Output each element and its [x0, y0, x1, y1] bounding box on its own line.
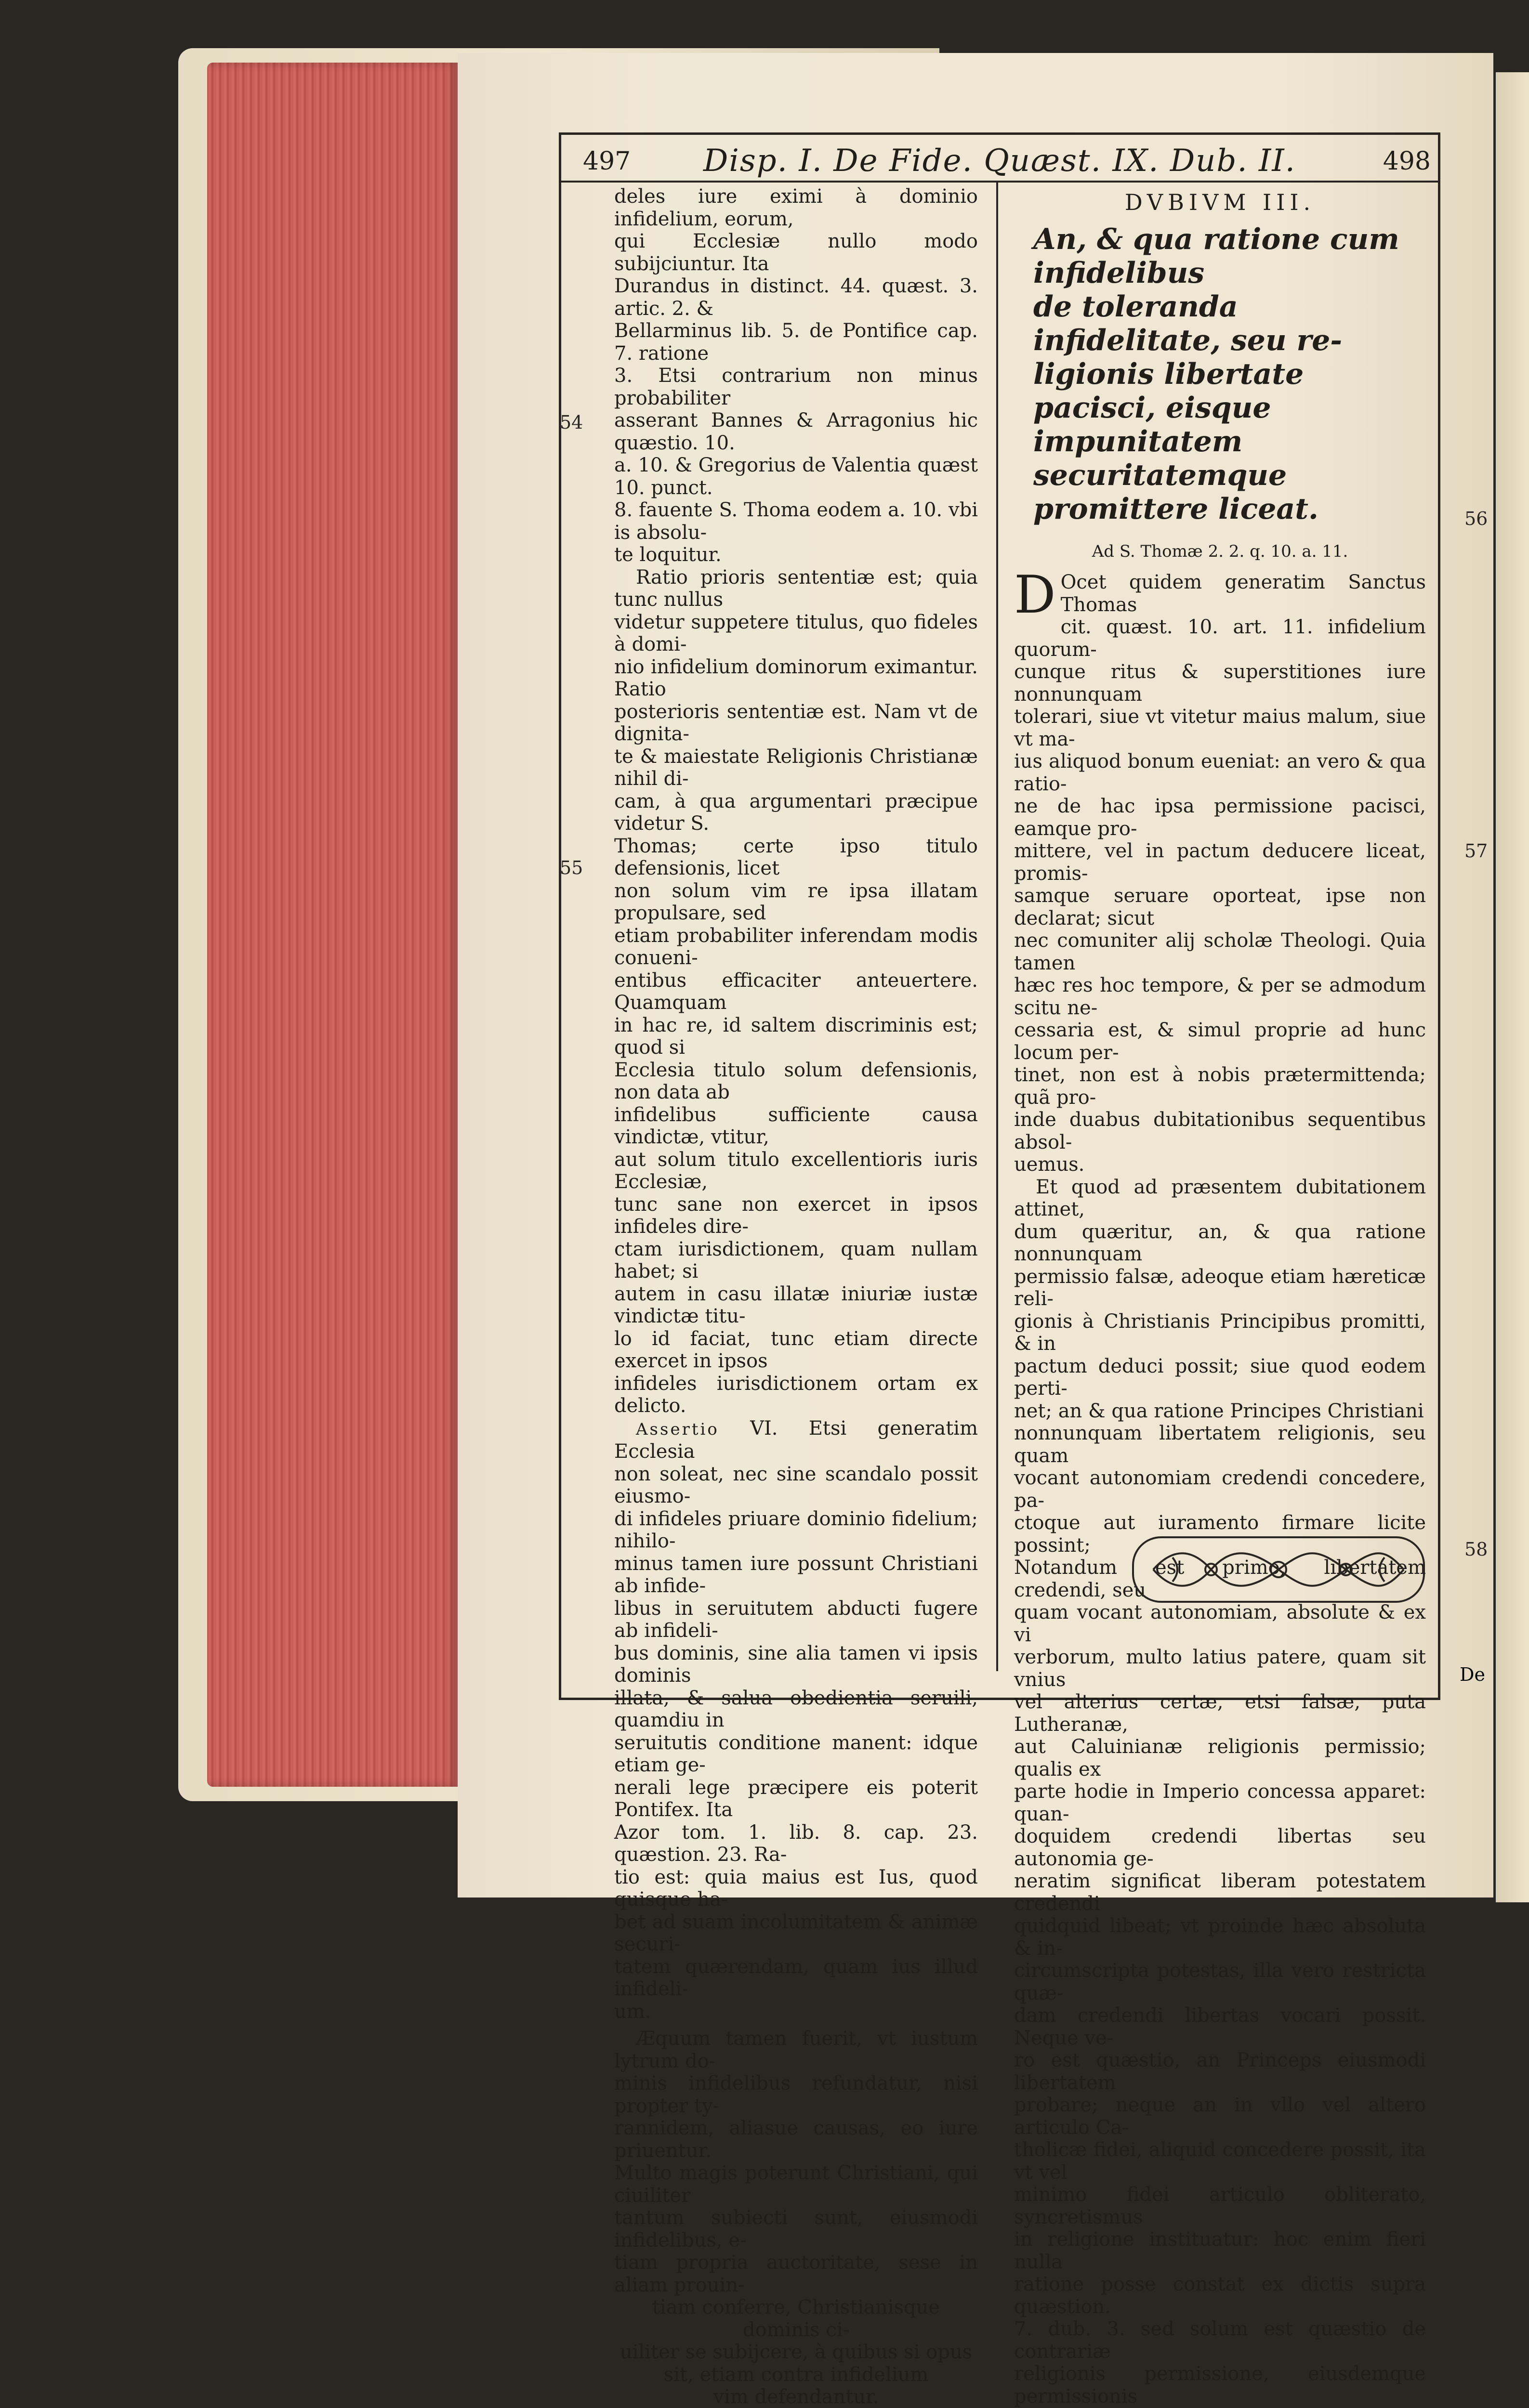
- text-line: dum quæritur, an, & qua ratione nonnunquam: [1014, 1221, 1426, 1266]
- assertio-text: VI. Etsi generatim Ecclesia: [614, 1417, 978, 1463]
- text-line: inde duabus dubitationibus sequentibus absol-: [1014, 1109, 1426, 1153]
- text-line: neratim significat liberam potestatem credendi: [1014, 1870, 1426, 1915]
- text-line: ratione posse constat ex dictis supra quæstion.: [1014, 2273, 1426, 2318]
- text-line: deles iure eximi à dominio infidelium, eorum,: [614, 185, 978, 230]
- text-line: permissio falsæ, adeoque etiam hæreticæ reli-: [1014, 1266, 1426, 1310]
- page-number-right: 498: [1383, 147, 1431, 176]
- text-line: minus tamen iure possunt Christiani ab infide-: [614, 1553, 978, 1597]
- page-fore-edge-red: [207, 63, 458, 1787]
- text-line: infidelibus sufficiente causa vindictæ, vtitur,: [614, 1104, 978, 1149]
- text-line: probare; neque an in vllo vel altero articulo Ca-: [1014, 2094, 1426, 2139]
- right-column: [1014, 185, 1426, 2408]
- assertio-label: Assertio: [636, 1420, 719, 1439]
- text-line: quidquid libeat; vt proinde hæc absoluta & in-: [1014, 1915, 1426, 1960]
- text-line: in hac re, id saltem discriminis est; quod si: [614, 1014, 978, 1059]
- text-line: pactum deduci possit; siue quod eodem perti-: [1014, 1355, 1426, 1400]
- text-line: tunc sane non exercet in ipsos infideles dire-: [614, 1193, 978, 1238]
- text-line: illata, & salua obedientia seruili, quamdiu in: [614, 1687, 978, 1732]
- text-line: vocant autonomiam credendi concedere, pa-: [1014, 1467, 1426, 1512]
- text-line: tantum subiecti sunt, eiusmodi infidelibus, e-: [614, 2207, 978, 2251]
- text-line: qui Ecclesiæ nullo modo subijciuntur. Ita: [614, 230, 978, 275]
- text-line: a. 10. & Gregorius de Valentia quæst 10. punct.: [614, 454, 978, 499]
- text-line: mittere, vel in pactum deducere liceat, promis-: [1014, 840, 1426, 885]
- text-line: Bellarminus lib. 5. de Pontifice cap. 7. ratione: [614, 320, 978, 365]
- text-line: ne de hac ipsa permissione pacisci, eamque pro-: [1014, 795, 1426, 840]
- text-line: videtur suppetere titulus, quo fideles à domi-: [614, 611, 978, 656]
- left-column: [614, 185, 978, 2408]
- running-head: Disp. I. De Fide. Quæst. IX. Dub. II.: [559, 143, 1440, 179]
- text-line: vim defendantur.: [614, 2386, 978, 2408]
- text-line: Azor tom. 1. lib. 8. cap. 23. quæstion. 23. Ra-: [614, 1821, 978, 1866]
- margin-number: 55: [560, 857, 583, 878]
- text-line: 3. Etsi contrarium non minus probabiliter: [614, 365, 978, 409]
- text-line: ro est quæstio, an Princeps eiusmodi libertatem: [1014, 2049, 1426, 2094]
- text-line: rannidem, aliasue causas, eo iure priuentur.: [614, 2117, 978, 2162]
- dubium-question: [1014, 222, 1426, 526]
- text-line: te loquitur.: [614, 544, 978, 566]
- text-line: tolerari, siue vt vitetur maius malum, siue vt ma-: [1014, 706, 1426, 750]
- left-para-4: [614, 2028, 978, 2408]
- text-line: gionis à Christianis Principibus promitti, & in: [1014, 1310, 1426, 1355]
- left-para-2: [614, 566, 978, 1417]
- text-line: aut Caluinianæ religionis permissio; qualis ex: [1014, 1736, 1426, 1780]
- text-line: nonnunquam libertatem religionis, seu quam: [1014, 1422, 1426, 1467]
- text-frame: [559, 132, 1440, 1700]
- text-line: non solum vim re ipsa illatam propulsare, sed: [614, 880, 978, 925]
- question-line: promittere liceat.: [1033, 492, 1426, 526]
- text-line: tholicæ fidei, aliquid concedere possit, ita vt vel: [1014, 2139, 1426, 2184]
- text-line: posterioris sententiæ est. Nam vt de dignita-: [614, 701, 978, 746]
- text-line: Æquum tamen fuerit, vt iustum lytrum do-: [614, 2028, 978, 2072]
- text-line: verborum, multo latius patere, quam sit vnius: [1014, 1646, 1426, 1691]
- text-line: nerali lege præcipere eis poterit Pontifex. Ita: [614, 1777, 978, 1821]
- frame-top-rule: [559, 132, 1440, 135]
- margin-number: 57: [1464, 840, 1488, 862]
- text-line: etiam probabiliter inferendam modis conueni-: [614, 925, 978, 969]
- text-line: ius aliquod bonum eueniat: an vero & qua ratio-: [1014, 750, 1426, 795]
- text-line: minis infidelibus refundatur, nisi propter ty-: [614, 2072, 978, 2117]
- text-line: Multo magis poterunt Christiani, qui ciuiliter: [614, 2162, 978, 2207]
- text-line: asserant Bannes & Arragonius hic quæstio. 10.: [614, 409, 978, 454]
- question-line: An, & qua ratione cum infidelibus: [1033, 222, 1426, 290]
- text-line: cam, à qua argumentari præcipue videtur S.: [614, 790, 978, 835]
- text-line: nio infidelium dominorum eximantur. Ratio: [614, 656, 978, 701]
- text-line: Ratio prioris sententiæ est; quia tunc nullus: [614, 566, 978, 611]
- text-line: tio est: quia maius est Ius, quod quisque ha-: [614, 1866, 978, 1911]
- left-para-3: [614, 1417, 978, 2023]
- text-line: minimo fidei articulo obliterato, syncretismus: [1014, 2184, 1426, 2228]
- text-line: infideles iurisdictionem ortam ex delicto.: [614, 1373, 978, 1417]
- text-line: ctam iurisdictionem, quam nullam habet; si: [614, 1238, 978, 1283]
- text-line: tiam propria auctoritate, sese in aliam prouin-: [614, 2251, 978, 2296]
- header-rule: [559, 181, 1440, 183]
- page-number-left: 497: [583, 147, 631, 176]
- thomas-reference: Ad S. Thomæ 2. 2. q. 10. a. 11.: [1014, 540, 1426, 563]
- book-page: [458, 53, 1493, 1898]
- text-line: non soleat, nec sine scandalo possit eiusmo-: [614, 1463, 978, 1508]
- text-line: cunque ritus & superstitiones iure nonnunquam: [1014, 661, 1426, 706]
- text-line: entibus efficaciter anteuertere. Quamquam: [614, 969, 978, 1014]
- text-line: sit, etiam contra infidelium: [614, 2364, 978, 2386]
- text-line: 7. dub. 3. sed solum est quæstio de contrariæ: [1014, 2318, 1426, 2363]
- text-line: tiam conferre, Christianisque dominis ci-: [614, 2296, 978, 2341]
- margin-number: 54: [560, 412, 583, 433]
- text-line: quam vocant autonomiam, absolute & ex vi: [1014, 1601, 1426, 1646]
- left-para-1: [614, 185, 978, 566]
- text-line: parte hodie in Imperio concessa apparet: quan-: [1014, 1780, 1426, 1825]
- question-line: ligionis libertate pacisci, eisque: [1033, 357, 1426, 425]
- text-line: Et quod ad præsentem dubitationem attinet,: [1014, 1176, 1426, 1221]
- text-line: Notandum est primo, libertatem credendi, seu: [1014, 1557, 1426, 1601]
- text-line: aut solum titulo excellentioris iuris Ecclesiæ,: [614, 1149, 978, 1193]
- right-para-1: [1014, 571, 1426, 1176]
- text-line: doquidem credendi libertas seu autonomia ge-: [1014, 1825, 1426, 1870]
- drop-capital: D: [1014, 574, 1056, 616]
- text-line: um.: [614, 2001, 978, 2023]
- text-line: Thomas; certe ipso titulo defensionis, licet: [614, 835, 978, 880]
- text-line: Durandus in distinct. 44. quæst. 3. artic. 2. &: [614, 275, 978, 320]
- text-line: vel alterius certæ, etsi falsæ, puta Lutheranæ,: [1014, 1691, 1426, 1736]
- text-line: nec comuniter alij scholæ Theologi. Quia tamen: [1014, 929, 1426, 974]
- text-line: 8. fauente S. Thoma eodem a. 10. vbi is absolu-: [614, 499, 978, 544]
- margin-number: 58: [1464, 1539, 1488, 1560]
- text-line: lo id faciat, tunc etiam directe exercet in ipsos: [614, 1328, 978, 1373]
- right-para-2: [1014, 1176, 1426, 2408]
- text-line: te & maiestate Religionis Christianæ nihil di-: [614, 746, 978, 790]
- text-line: seruitutis conditione manent: idque etiam ge-: [614, 1732, 978, 1777]
- text-line: dam credendi libertas vocari possit. Neque ve-: [1014, 2004, 1426, 2049]
- text-line: uiliter se subijcere, à quibus si opus: [614, 2341, 978, 2364]
- margin-number: 56: [1464, 508, 1488, 529]
- text-line: in religione instituatur: hoc enim fieri nulla: [1014, 2228, 1426, 2273]
- text-line: libus in seruitutem abducti fugere ab infideli-: [614, 1597, 978, 1642]
- text-line: bus dominis, sine alia tamen vi ipsis dominis: [614, 1642, 978, 1687]
- text-line: ctoque aut iuramento firmare licite possint;: [1014, 1512, 1426, 1557]
- question-line: de toleranda infidelitate, seu re-: [1033, 290, 1426, 357]
- catchword: De: [1460, 1664, 1485, 1685]
- printers-ornament: [1132, 1536, 1425, 1603]
- dubium-heading: DVBIVM III.: [1014, 191, 1426, 214]
- text-line: tinet, non est à nobis prætermittenda; quã pro-: [1014, 1064, 1426, 1109]
- ornament-icon: [1144, 1543, 1413, 1596]
- frame-left-rule: [559, 132, 561, 1700]
- text-line: autem in casu illatæ iniuriæ iustæ vindictæ titu-: [614, 1283, 978, 1328]
- adjacent-page-edge: [1496, 72, 1529, 1902]
- text-line: di infideles priuare dominio fidelium; nihilo-: [614, 1508, 978, 1553]
- text-line: uemus.: [1014, 1153, 1426, 1176]
- text-line: Ecclesia titulo solum defensionis, non data ab: [614, 1059, 978, 1104]
- text-line: [614, 1417, 978, 1463]
- text-line: bet ad suam incolumitatem & animæ securi-: [614, 1911, 978, 1956]
- text-line: cit. quæst. 10. art. 11. infidelium quorum-: [1014, 616, 1426, 661]
- text-line: cessaria est, & simul proprie ad hunc locum per-: [1014, 1019, 1426, 1064]
- text-line: religionis permissione, eiusdemque permissionis: [1014, 2363, 1426, 2408]
- text-line: net; an & qua ratione Principes Christiani: [1014, 1400, 1426, 1423]
- text-line: samque seruare oporteat, ipse non declarat; sicut: [1014, 885, 1426, 929]
- column-divider: [996, 181, 998, 1671]
- frame-right-rule: [1438, 132, 1440, 1700]
- text-line: tatem quærendam, quam ius illud infideli-: [614, 1956, 978, 2001]
- question-line: impunitatem securitatemque: [1033, 425, 1426, 492]
- text-line: circumscripta potestas, illa vero restricta quæ-: [1014, 1960, 1426, 2004]
- text-line: hæc res hoc tempore, & per se admodum scitu ne-: [1014, 974, 1426, 1019]
- text-line: Ocet quidem generatim Sanctus Thomas: [1014, 571, 1426, 616]
